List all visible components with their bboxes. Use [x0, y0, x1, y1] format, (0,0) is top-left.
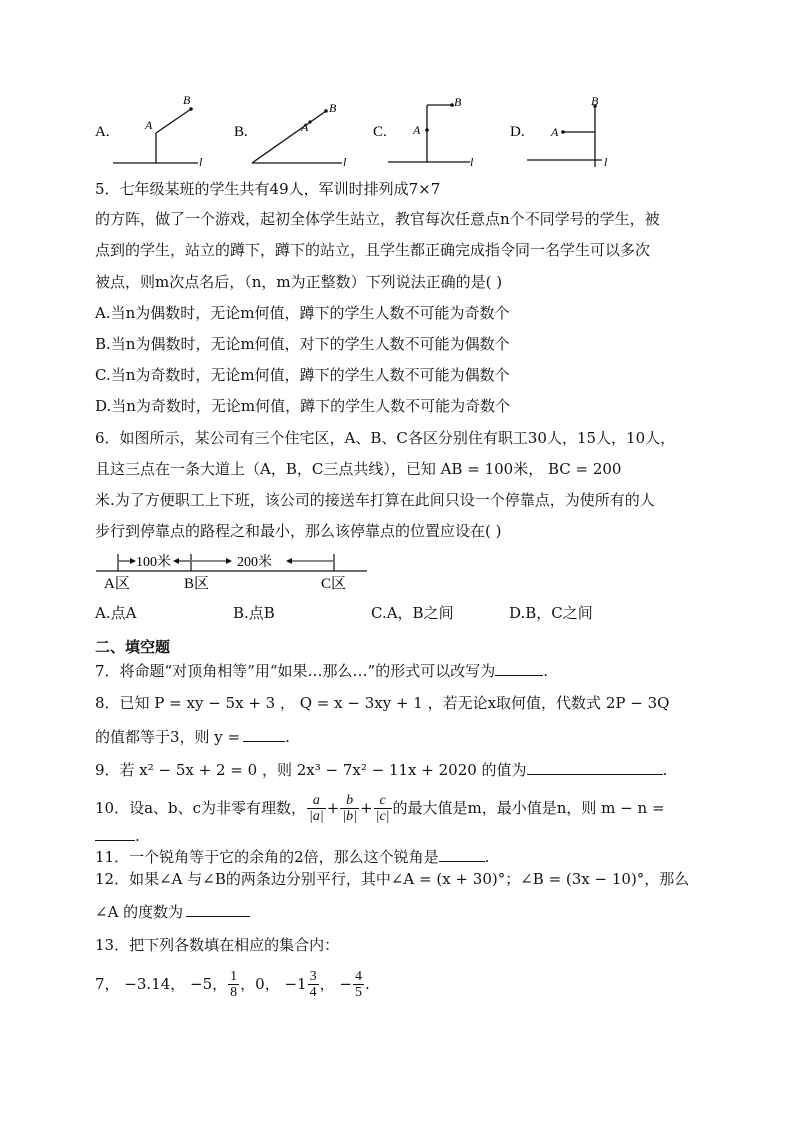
q4-label-b: B.	[234, 124, 248, 140]
section-title-fill-blank: 二、填空题	[95, 638, 171, 656]
q4-figure-d	[510, 94, 608, 169]
svg-text:B: B	[591, 94, 599, 108]
q6-line2: 且这三点在一条大道上（A，B，C三点共线），已知 AB = 100米， BC = 200	[95, 460, 622, 478]
q8-line1: 8．已知 P = xy − 5x + 3 ， Q = x − 3xy + 1 ，若无论x取何值，代数式 2P − 3Q	[95, 694, 670, 712]
q4-figures	[90, 92, 630, 172]
q8-line2: 的值都等于3，则 y = .	[95, 728, 290, 746]
q4-figure-a	[95, 93, 203, 169]
q10-text: 10．设a、b、c为非零有理数， $\frac{a}{|a|}$ + $\frac{b}{|b|}$ + $\frac{c}{|c|}$ 的最大值是m，最小值是n，则 m − n =	[95, 792, 665, 824]
q5-option-b: B.当n为偶数时，无论m何值，对下的学生人数不可能为偶数个	[95, 335, 510, 353]
q6-line1: 6．如图所示，某公司有三个住宅区，A、B、C各区分别住有职工30人，15人，10人，	[95, 429, 676, 447]
svg-text:A: A	[145, 118, 153, 132]
q7-question: 7．将命题“对顶角相等”用“如果…那么…”的形式可以改写为	[95, 662, 496, 680]
q8-answer-blank[interactable]	[243, 727, 285, 742]
q6-line3: 米.为了方便职工上下班，该公司的接送车打算在此间只设一个停靠点，为使所有的人	[95, 491, 655, 509]
q4-figure-c	[373, 95, 474, 169]
q9-text: 9．若 x² − 5x + 2 = 0 ，则 2x³ − 7x² − 11x + 2020 的值为 .	[95, 761, 668, 779]
q6-line4: 步行到停靠点的路程之和最小，那么该停靠点的位置应设在( )	[95, 522, 502, 540]
q10-answer-blank[interactable]	[95, 826, 135, 841]
svg-text:l: l	[604, 155, 608, 169]
svg-text:B: B	[329, 101, 337, 115]
q6-option-d: D.B，C之间	[509, 604, 593, 622]
q10-answer-line: .	[95, 826, 140, 846]
q6-label-c: C区	[321, 576, 347, 592]
q13-fraction-3-4: $\frac{3}{4}$	[309, 968, 317, 1000]
q5-line1: 5．七年级某班的学生共有49人，军训时排列成7×7	[95, 180, 441, 198]
q5-line4: 被点，则m次点名后，（n，m为正整数）下列说法正确的是( )	[95, 273, 503, 291]
svg-text:l: l	[470, 155, 474, 169]
q13-fraction-1-8: $\frac{1}{8}$	[230, 968, 238, 1000]
q5-option-a: A.当n为偶数时，无论m何值，蹲下的学生人数不可能为奇数个	[95, 304, 510, 322]
q6-road-figure	[90, 548, 380, 594]
q12-line2: ∠A 的度数为	[95, 902, 250, 922]
svg-text:B: B	[183, 93, 191, 107]
svg-text:A: A	[551, 125, 559, 139]
q10-fraction-c: $\frac{c}{|c|}$	[375, 792, 390, 824]
svg-text:l: l	[343, 155, 347, 169]
q5-line3: 点到的学生，站立的蹲下，蹲下的站立，且学生都正确完成指令同一名学生可以多次	[95, 241, 651, 259]
q4-figure-b	[234, 101, 347, 169]
q13-line1: 13．把下列各数填在相应的集合内：	[95, 936, 340, 954]
svg-text:l: l	[199, 155, 203, 169]
svg-text:A: A	[413, 123, 421, 137]
q7-text: 7．将命题“对顶角相等”用“如果…那么…”的形式可以改写为 .	[95, 662, 549, 680]
q6-label-b: B区	[184, 576, 210, 592]
q13-fraction-4-5: $\frac{4}{5}$	[354, 968, 362, 1000]
q4-b-slant	[252, 111, 326, 163]
q6-option-c: C.A，B之间	[371, 604, 454, 622]
q10-fraction-a: $\frac{a}{|a|}$	[309, 792, 324, 824]
q11-text: 11．一个锐角等于它的余角的2倍，那么这个锐角是 .	[95, 848, 490, 866]
q4-label-d: D.	[510, 124, 525, 140]
q4-a-ray	[156, 109, 191, 133]
q13-numbers: 7， −3.14， −5， $\frac{1}{8}$ ，0， −1 $\frac{3}{4}$ ， − $\frac{4}{5}$ .	[95, 968, 370, 1000]
q5-line2: 的方阵，做了一个游戏，起初全体学生站立，教官每次任意点n个不同学号的学生，被	[95, 210, 660, 228]
q4-label-c: C.	[373, 124, 387, 140]
q6-label-a: A区	[104, 576, 130, 592]
q10-fraction-b: $\frac{b}{|b|}$	[342, 792, 358, 824]
q5-option-c: C.当n为奇数时，无论m何值，蹲下的学生人数不可能为偶数个	[95, 366, 510, 384]
q6-dist-ab: 100米	[136, 555, 171, 570]
q5-option-d: D.当n为奇数时，无论m何值，蹲下的学生人数不可能为奇数个	[95, 397, 511, 415]
svg-text:A: A	[301, 120, 309, 134]
q7-answer-blank[interactable]	[495, 661, 543, 676]
q4-label-a: A.	[95, 124, 110, 140]
q11-answer-blank[interactable]	[439, 847, 485, 862]
q6-option-a: A.点A	[95, 604, 137, 622]
q6-dist-bc: 200米	[237, 555, 272, 570]
q12-line1: 12．如果∠A 与∠B的两条边分别平行，其中∠A = (x + 30)°；∠B = (3x − 10)°，那么	[95, 870, 690, 888]
q9-answer-blank[interactable]	[527, 760, 663, 775]
svg-text:B: B	[454, 95, 462, 109]
q12-answer-blank[interactable]	[186, 902, 250, 917]
q6-option-b: B.点B	[233, 604, 275, 622]
